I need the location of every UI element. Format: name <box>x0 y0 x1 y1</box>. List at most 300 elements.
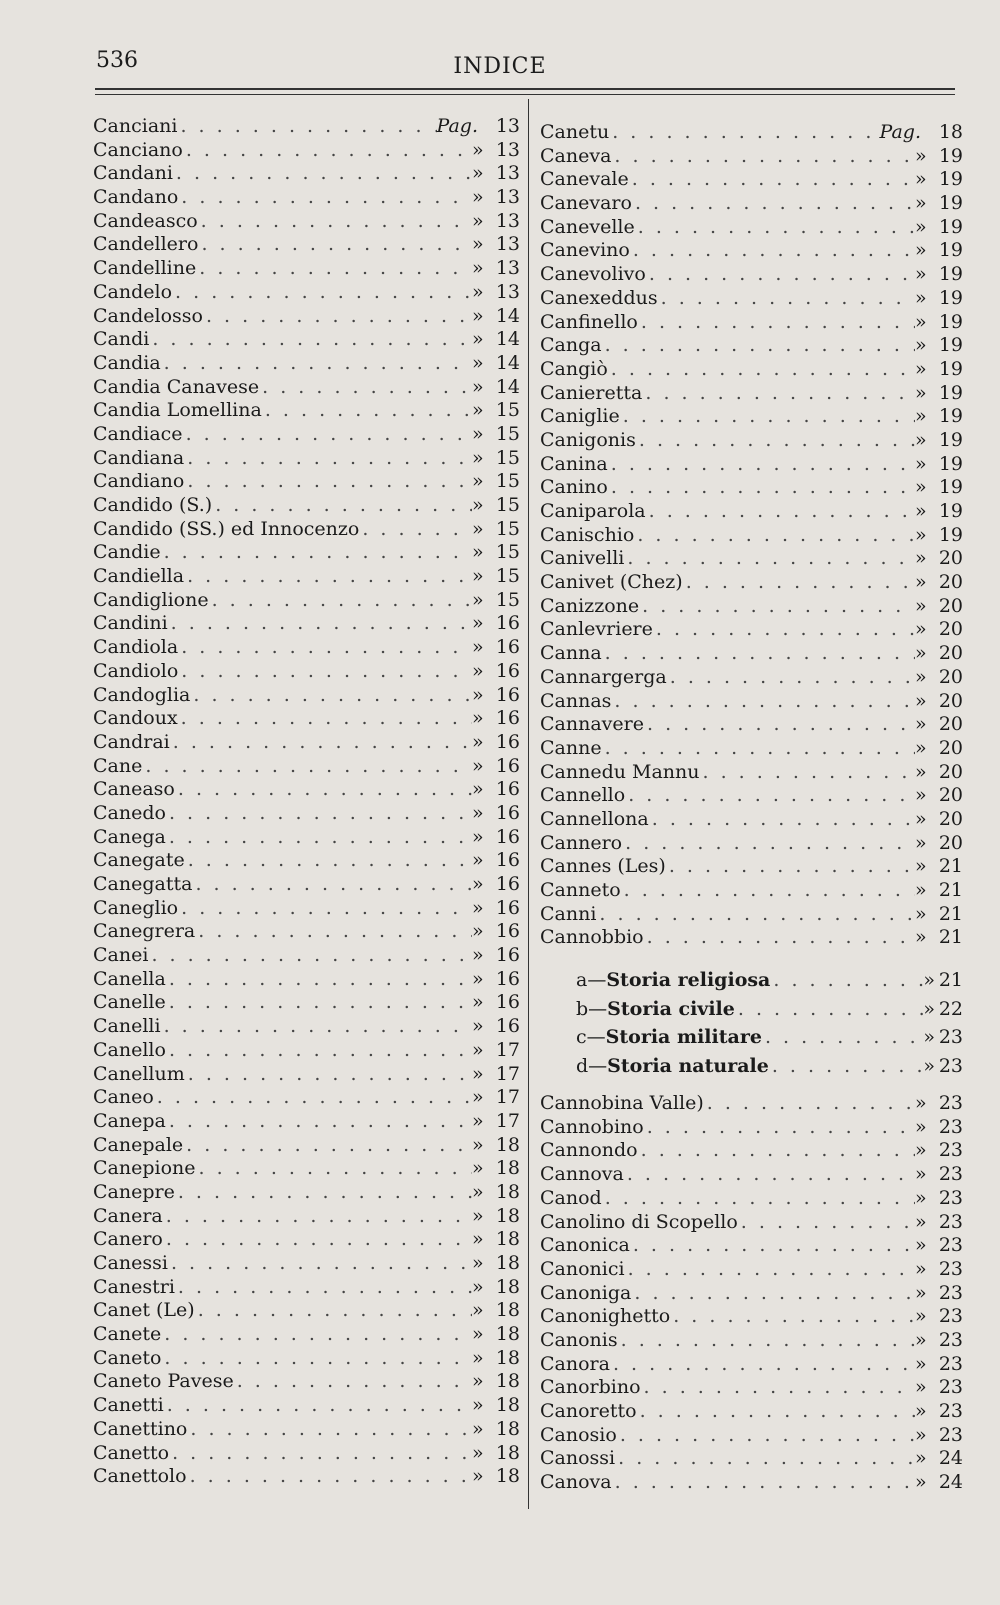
page-reference: 20 <box>938 807 963 830</box>
page-marker: » <box>915 1186 927 1209</box>
page-marker: » <box>472 991 484 1014</box>
dot-leader <box>602 1187 915 1211</box>
page-marker: » <box>915 879 927 901</box>
page-marker: » <box>472 494 484 516</box>
dot-leader <box>618 1329 915 1353</box>
page-marker: » <box>472 1204 484 1227</box>
page-reference: 15 <box>495 517 520 540</box>
dot-leader <box>770 966 923 995</box>
page-marker: » <box>915 1163 927 1186</box>
index-entry <box>540 547 963 571</box>
page-marker: » <box>472 1062 484 1085</box>
entry-name: Canoretto <box>540 1400 637 1422</box>
dot-leader <box>609 121 879 145</box>
index-entry <box>540 1471 963 1495</box>
index-entry <box>93 447 520 471</box>
index-entry <box>93 1323 520 1347</box>
page-reference: 23 <box>938 1186 963 1209</box>
entry-name: Candiana <box>93 446 185 469</box>
index-column-left <box>93 115 520 1489</box>
entry-name: Canova <box>540 1471 612 1494</box>
index-entry <box>93 494 520 518</box>
page-reference: 19 <box>938 381 963 404</box>
page-marker: Pag. <box>879 121 921 143</box>
index-entry <box>93 210 520 234</box>
page-reference: 13 <box>495 257 520 280</box>
dot-leader <box>704 1092 915 1116</box>
index-entry <box>540 168 963 192</box>
page-marker: » <box>472 1086 484 1109</box>
page-reference: 16 <box>495 612 520 635</box>
dot-leader <box>178 186 472 210</box>
index-entry <box>540 453 963 477</box>
entry-name: Canonici <box>540 1257 625 1280</box>
entry-name: Caneaso <box>93 778 175 801</box>
index-entry <box>93 1347 520 1371</box>
index-entry <box>93 541 520 565</box>
page-marker: » <box>915 286 927 309</box>
dot-leader <box>166 802 472 826</box>
entry-name: Canizzone <box>540 594 640 617</box>
dot-leader <box>173 162 472 186</box>
page-reference: 23 <box>938 1400 963 1422</box>
page-reference: 21 <box>938 902 963 925</box>
dot-leader <box>735 995 924 1024</box>
page-marker: » <box>472 1417 484 1440</box>
dot-leader <box>644 713 915 737</box>
dot-leader <box>636 429 915 453</box>
page-reference: 18 <box>495 1394 520 1417</box>
index-entry <box>93 423 520 447</box>
index-entry <box>93 589 520 613</box>
page-marker: » <box>915 405 927 428</box>
index-entry <box>540 1092 963 1116</box>
page-marker: » <box>472 1346 484 1369</box>
page-reference: 18 <box>938 121 963 143</box>
page-marker: » <box>472 896 484 919</box>
entry-name: Caniglie <box>540 405 620 428</box>
column-divider <box>528 99 529 1509</box>
page-reference: 15 <box>495 446 520 469</box>
page-marker: » <box>915 1328 927 1351</box>
dot-leader <box>738 1211 915 1235</box>
index-entry <box>93 352 520 376</box>
page-reference: 23 <box>938 1305 963 1328</box>
page-marker: » <box>915 357 927 380</box>
entry-name: Canessi <box>93 1252 168 1274</box>
page-reference: 13 <box>495 138 520 161</box>
index-entry <box>540 524 963 548</box>
page-marker: » <box>472 470 484 493</box>
entry-name: Cannero <box>540 831 623 854</box>
entry-name: Cannondo <box>540 1139 638 1162</box>
dot-leader <box>183 423 472 447</box>
index-entry <box>540 1329 963 1353</box>
dot-leader <box>630 1234 915 1258</box>
index-entry <box>540 595 963 619</box>
page-marker: » <box>915 855 927 878</box>
dot-leader <box>149 328 472 352</box>
page-marker: » <box>472 138 484 161</box>
page-marker: » <box>915 902 927 925</box>
index-entry <box>93 1205 520 1229</box>
page-marker: » <box>915 1115 927 1138</box>
index-entry <box>540 382 963 406</box>
dot-leader <box>184 447 472 471</box>
page-marker: » <box>472 730 484 753</box>
page-marker: » <box>915 713 927 736</box>
dot-leader <box>198 233 472 257</box>
page-marker: » <box>472 659 484 682</box>
subsection-letter: d <box>576 1054 589 1077</box>
dot-leader <box>621 879 915 903</box>
page-reference: 19 <box>938 428 963 451</box>
entry-name: Candiolo <box>93 659 179 682</box>
entry-name: Candia Lomellina <box>93 399 262 422</box>
dot-leader <box>142 755 472 779</box>
dot-leader <box>195 1299 472 1323</box>
entry-name: Canonica <box>540 1234 630 1257</box>
dot-leader <box>161 1347 472 1371</box>
subsection-title: Storia civile <box>607 997 735 1020</box>
entry-name: Candiola <box>93 636 179 659</box>
dot-leader <box>161 1015 472 1039</box>
page-marker: » <box>472 636 484 659</box>
page-marker: » <box>472 304 484 327</box>
page-reference: 20 <box>938 618 963 641</box>
page-reference: 16 <box>495 849 520 872</box>
page-reference: 19 <box>938 523 963 546</box>
entry-name: Canettolo <box>93 1465 187 1488</box>
page-reference: 19 <box>938 263 963 286</box>
index-entry <box>93 1086 520 1110</box>
page-reference: 15 <box>495 470 520 493</box>
index-entry <box>540 121 963 145</box>
entry-name: Canelle <box>93 991 166 1014</box>
page-marker: » <box>915 1092 927 1115</box>
page-marker: » <box>472 778 484 801</box>
dot-leader <box>644 926 915 950</box>
dot-leader <box>172 281 472 305</box>
entry-name: Caneglio <box>93 896 179 919</box>
page-reference: 15 <box>495 588 520 611</box>
page-reference: 14 <box>495 351 520 374</box>
index-entry <box>93 920 520 944</box>
subsection-entry <box>576 966 963 995</box>
dot-leader <box>638 1139 915 1163</box>
subsection-title: Storia militare <box>605 1026 762 1049</box>
entry-name: Canino <box>540 476 608 499</box>
page-reference: 19 <box>938 192 963 215</box>
entry-name: Canina <box>540 452 608 475</box>
page-marker: » <box>472 1370 484 1393</box>
dot-leader <box>608 358 915 382</box>
page-reference: 20 <box>938 571 963 594</box>
page-reference: 20 <box>938 760 963 783</box>
dot-leader <box>175 1181 472 1205</box>
page-marker: » <box>472 328 484 351</box>
dot-leader <box>184 565 472 589</box>
page-reference: 21 <box>938 969 963 992</box>
page-reference: 15 <box>495 494 520 516</box>
page-marker: » <box>472 565 484 588</box>
index-entry <box>540 926 963 950</box>
page-marker: » <box>472 1275 484 1298</box>
page-reference: 20 <box>938 665 963 688</box>
page-reference: 18 <box>495 1465 520 1488</box>
page-marker: » <box>915 381 927 404</box>
page-reference: 16 <box>495 636 520 659</box>
page-marker: » <box>472 707 484 730</box>
page-reference: 24 <box>938 1471 963 1494</box>
dot-leader <box>234 1370 472 1394</box>
page-reference: 23 <box>938 1026 963 1049</box>
page-reference: 17 <box>495 1038 520 1061</box>
page-marker: » <box>915 428 927 451</box>
dot-leader <box>170 731 472 755</box>
index-list-right-bottom <box>540 1092 963 1495</box>
page-marker: » <box>915 1423 927 1446</box>
entry-name: Cannes (Les) <box>540 855 666 878</box>
entry-name: Canni <box>540 902 597 925</box>
subsection-dash: — <box>586 1026 606 1049</box>
dot-leader <box>624 547 915 571</box>
dot-leader <box>177 115 436 139</box>
page-marker: » <box>472 517 484 540</box>
index-entry <box>540 571 963 595</box>
dot-leader <box>602 737 915 761</box>
dot-leader <box>359 518 472 542</box>
page-reference: 20 <box>938 831 963 854</box>
page-reference: 13 <box>495 162 520 185</box>
page-marker: » <box>472 280 484 303</box>
dot-leader <box>166 968 472 992</box>
index-entry <box>540 1258 963 1282</box>
entry-name: Canlevriere <box>540 618 653 641</box>
index-entry <box>93 518 520 542</box>
index-entry <box>540 1234 963 1258</box>
page-reference: 20 <box>938 736 963 759</box>
page-marker: » <box>472 257 484 280</box>
page-marker: » <box>472 825 484 848</box>
page-reference: 21 <box>938 926 963 949</box>
index-entry <box>540 216 963 240</box>
entry-name: Cannellona <box>540 807 649 830</box>
dot-leader <box>195 920 472 944</box>
entry-name: Canod <box>540 1186 602 1209</box>
entry-name: Canepale <box>93 1133 184 1156</box>
index-entry <box>93 115 520 139</box>
index-entry <box>93 1181 520 1205</box>
page-marker: » <box>472 1252 484 1274</box>
page-marker: » <box>915 618 927 641</box>
dot-leader <box>639 595 915 619</box>
entry-name: Canevelle <box>540 215 635 238</box>
dot-leader <box>769 1052 924 1081</box>
dot-leader <box>161 1323 472 1347</box>
entry-name: Canora <box>540 1352 610 1375</box>
page-marker: » <box>472 446 484 469</box>
page-reference: 18 <box>495 1228 520 1251</box>
page-reference: 16 <box>495 778 520 801</box>
entry-name: Canonighetto <box>540 1305 671 1328</box>
page-marker: » <box>915 1352 927 1375</box>
index-entry <box>93 1252 520 1276</box>
index-entry <box>540 358 963 382</box>
dot-leader <box>161 352 472 376</box>
dot-leader <box>198 210 472 234</box>
page-reference: 13 <box>495 115 520 137</box>
page-reference: 22 <box>938 997 963 1020</box>
entry-name: Canigonis <box>540 428 636 451</box>
entry-name: Canivelli <box>540 547 625 570</box>
index-entry <box>540 1424 963 1448</box>
page-reference: 18 <box>495 1180 520 1203</box>
page-number: 536 <box>96 48 138 73</box>
index-entry <box>540 832 963 856</box>
page-marker: » <box>915 476 927 499</box>
index-entry <box>540 1139 963 1163</box>
page-reference: 16 <box>495 825 520 848</box>
page-reference: 23 <box>938 1115 963 1138</box>
index-entry <box>540 311 963 335</box>
page-marker: » <box>472 375 484 398</box>
page-reference: 16 <box>495 754 520 777</box>
page-marker: » <box>472 351 484 374</box>
entry-name: Candelo <box>93 280 173 303</box>
dot-leader <box>178 707 472 731</box>
index-entry <box>93 944 520 968</box>
dot-leader <box>175 1276 472 1300</box>
dot-leader <box>168 1252 472 1276</box>
index-entry <box>93 1442 520 1466</box>
index-entry <box>93 305 520 329</box>
dot-leader <box>168 612 472 636</box>
entry-name: Canei <box>93 944 149 967</box>
dot-leader <box>666 855 915 879</box>
page-marker: » <box>472 683 484 706</box>
entry-name: Cangiò <box>540 357 608 380</box>
page-reference: 23 <box>938 1376 963 1399</box>
dot-leader <box>596 903 915 927</box>
index-entry <box>540 737 963 761</box>
entry-name: Canevolivo <box>540 263 646 286</box>
dot-leader <box>183 139 472 163</box>
index-entry <box>540 287 963 311</box>
index-entry <box>540 1305 963 1329</box>
entry-name: Candelline <box>93 257 197 280</box>
dot-leader <box>646 263 915 287</box>
index-entry <box>93 1039 520 1063</box>
entry-name: Caneo <box>93 1086 154 1109</box>
page-marker: » <box>915 1305 927 1328</box>
entry-name: Canettino <box>93 1417 188 1440</box>
subsection-letter: a <box>576 969 588 992</box>
entry-name: Candiace <box>93 422 183 445</box>
entry-name: Canete <box>93 1323 162 1346</box>
entry-name: Candrai <box>93 730 170 753</box>
index-column-right <box>540 121 963 1495</box>
dot-leader <box>187 1465 472 1489</box>
index-entry <box>93 1134 520 1158</box>
page-marker: » <box>915 831 927 854</box>
page-reference: 18 <box>495 1417 520 1440</box>
page-marker: » <box>472 1015 484 1038</box>
index-entry <box>93 1418 520 1442</box>
index-entry <box>93 376 520 400</box>
index-entry <box>540 690 963 714</box>
page-marker: » <box>472 541 484 564</box>
page-marker: » <box>472 967 484 990</box>
index-entry <box>540 334 963 358</box>
page-reference: 20 <box>938 642 963 665</box>
entry-name: Canero <box>93 1228 163 1251</box>
entry-name: Canorbino <box>540 1376 641 1399</box>
index-entry <box>93 849 520 873</box>
index-entry <box>93 660 520 684</box>
page-reference: 19 <box>938 310 963 333</box>
dot-leader <box>196 257 472 281</box>
entry-name: Candoglia <box>93 683 191 706</box>
dot-leader <box>762 1023 923 1052</box>
dot-leader <box>631 1282 915 1306</box>
page-reference: 19 <box>938 286 963 309</box>
entry-name: Canepa <box>93 1109 166 1132</box>
entry-name: Canga <box>540 334 602 357</box>
index-entry <box>540 855 963 879</box>
index-entry <box>93 233 520 257</box>
subsection-entry <box>576 995 963 1024</box>
page-reference: 19 <box>938 476 963 499</box>
page-reference: 18 <box>495 1252 520 1274</box>
page-reference: 16 <box>495 1015 520 1038</box>
index-entry <box>540 476 963 500</box>
entry-name: Candi <box>93 328 150 351</box>
page-marker: » <box>472 1394 484 1417</box>
page-reference: 14 <box>495 328 520 351</box>
page-marker: » <box>915 926 927 949</box>
entry-name: Cannedu Mannu <box>540 760 700 783</box>
dot-leader <box>617 1424 915 1448</box>
entry-name: Canepione <box>93 1157 196 1180</box>
entry-name: Candia Canavese <box>93 375 260 398</box>
page-reference: 23 <box>938 1328 963 1351</box>
dot-leader <box>625 784 915 808</box>
page-marker: » <box>915 736 927 759</box>
entry-name: Canevale <box>540 168 629 191</box>
page-reference: 15 <box>495 565 520 588</box>
page-reference: 16 <box>495 730 520 753</box>
page-marker: » <box>915 1281 927 1304</box>
page-marker: » <box>915 500 927 522</box>
page-marker: » <box>472 209 484 232</box>
index-entry <box>540 1376 963 1400</box>
page-marker: » <box>915 689 927 712</box>
dot-leader <box>624 1163 915 1187</box>
entry-name: Candido (S.) <box>93 494 213 516</box>
index-entry <box>93 1465 520 1489</box>
page-marker: » <box>915 760 927 783</box>
page-reference: 23 <box>938 1281 963 1304</box>
page-reference: 19 <box>938 239 963 262</box>
entry-name: Canelli <box>93 1015 161 1038</box>
dot-leader <box>644 1116 915 1140</box>
dot-leader <box>615 1447 915 1471</box>
dot-leader <box>634 524 915 548</box>
dot-leader <box>630 239 915 263</box>
page-marker: » <box>472 1038 484 1061</box>
page-reference: 16 <box>495 659 520 682</box>
